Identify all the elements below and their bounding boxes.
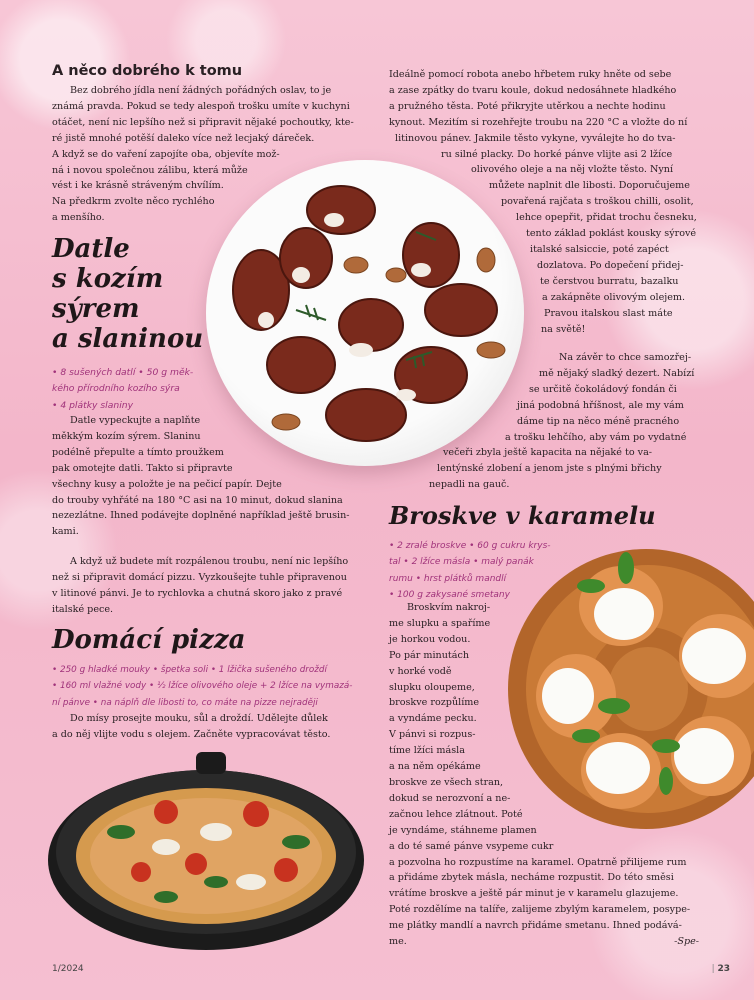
pizza-intro-line: A když už budete mít rozpálenou troubu, není nic lepšího xyxy=(70,556,349,567)
page-divider: | xyxy=(711,964,718,974)
ingredient-line: • 2 zralé broskve • 60 g cukru krys- xyxy=(389,541,551,551)
intro-line: a menšího. xyxy=(52,212,105,224)
intro-heading: A něco dobrého k tomu xyxy=(52,63,243,79)
method-line: a přidáme zbytek másla, necháme rozpustit. Do této směsi xyxy=(389,872,674,884)
method-line: dokud se nerozvoní a ne- xyxy=(389,792,511,804)
intro-line: ré jistě mnohé potěší daleko více než lecjaký dáreček. xyxy=(52,132,315,144)
recipe-peaches-title: Broskve v karamelu xyxy=(389,501,656,530)
dessert-line: Na závěr to chce samozřej- xyxy=(559,352,692,363)
issue-number: 1/2024 xyxy=(52,964,84,974)
dessert-line: nepadli na gauč. xyxy=(429,479,510,491)
method-line: tento základ poklást kousky sýrové xyxy=(526,228,697,240)
intro-line: otáčet, není nic lepšího než si připravit nějaké pochoutky, kte- xyxy=(52,116,354,128)
method-line: olivového oleje a na něj vložte těsto. Nyní xyxy=(471,164,674,176)
method-line: všechny kusy a položte je na pečicí papír. Dejte xyxy=(52,478,282,490)
method-line: Datle vypeckujte a naplňte xyxy=(70,415,201,426)
intro-line: Na předkrm zvolte něco rychlého xyxy=(52,196,215,208)
method-line: začnou lehce zlátnout. Poté xyxy=(389,808,523,820)
method-line: vrátíme broskve a ještě pár minut je v karamelu glazujeme. xyxy=(389,888,679,900)
method-line: nezezlátne. Ihned podávejte doplněné například ještě brusin- xyxy=(52,510,350,522)
method-line: měkkým kozím sýrem. Slaninu xyxy=(52,430,201,442)
recipe-pizza-method xyxy=(52,711,372,743)
ingredient-line: • 8 sušených datlí • 50 g měk- xyxy=(52,367,194,378)
ingredient-line: rumu • hrst plátků mandlí xyxy=(389,573,507,584)
method-line: ru silné placky. Do horké pánve vlijte asi 2 lžíce xyxy=(441,148,673,160)
method-line: Poté rozdělíme na talíře, zalijeme zbylým karamelem, posypе- xyxy=(389,904,691,916)
method-line xyxy=(389,934,709,950)
method-line: Ideálně pomocí robota anebo hřbetem ruky hněte od sebe xyxy=(389,69,672,80)
method-line: je vyndáme, stáhneme plamen xyxy=(389,824,537,836)
method-line: me slupku a spaříme xyxy=(389,617,491,629)
dessert-intro xyxy=(389,350,719,493)
pizza-intro xyxy=(52,554,372,618)
dessert-line: večeři zbyla ještě kapacita na nějaké to va- xyxy=(443,447,653,459)
method-line: podélně přepulte a tímto proužkem xyxy=(52,446,224,458)
dessert-line: se určitě čokoládový fondán či xyxy=(529,383,677,395)
method-line: dozlatova. Po dopečení přidej- xyxy=(537,259,684,271)
method-line: v horké vodě xyxy=(389,665,452,677)
recipe-dates-title xyxy=(52,234,252,354)
method-line: broskve rozpůlíme xyxy=(389,697,480,709)
intro-line: Bez dobrého jídla není žádných pořádných oslav, to je xyxy=(70,85,332,96)
method-line: te čerstvou burratu, bazalku xyxy=(540,275,679,287)
intro-line: A když se do vaření zapojíte oba, objevíte mož- xyxy=(52,148,280,160)
recipe-peaches-method xyxy=(389,600,709,950)
ingredient-line: ní pánve • na náplň dle libosti to, co máte na pizze nejraději xyxy=(52,697,318,708)
method-line: broskve ze všech stran, xyxy=(389,776,504,788)
method-line: a do té samé pánve vsypeme cukr xyxy=(389,840,554,852)
recipe-dates-ingredients xyxy=(52,365,252,414)
title-line: a slaninou xyxy=(52,324,204,354)
method-line: povařená rajčata s troškou chilli, osolit, xyxy=(501,196,694,208)
method-line: Pravou italskou slast máte xyxy=(544,307,673,319)
title-line: Datle xyxy=(52,234,130,264)
method-line: můžete naplnit dle libosti. Doporučujeme xyxy=(489,180,690,192)
method-line: Do mísy prosejte mouku, sůl a droždí. Udělejte důlek xyxy=(70,713,328,724)
title-line: sýrem xyxy=(52,294,140,324)
ingredient-line: tal • 2 lžíce másla • malý panák xyxy=(389,557,534,568)
pizza-method-continued xyxy=(389,67,719,337)
method-line: na světě! xyxy=(541,323,586,335)
recipe-dates-method xyxy=(52,413,372,540)
dessert-line: lentýnské zlobení a jenom jste s plnými břichy xyxy=(437,463,662,475)
pizza-intro-line: než si připravit domácí pizzu. Vyzkoušejte tuhle připravenou xyxy=(52,571,347,583)
intro-line: známá pravda. Pokud se tedy alespoň trošku umíte v kuchyni xyxy=(52,100,350,112)
page-number-value: 23 xyxy=(717,964,730,974)
method-line: do trouby vyhřáté na 180 °C asi na 10 minut, dokud slanina xyxy=(52,494,343,506)
ingredient-line: • 250 g hladké mouky • špetka soli • 1 lžička sušeného droždí xyxy=(52,665,327,675)
ingredient-line: • 160 ml vlažné vody • ½ lžíce olivového oleje + 2 lžíce na vymazá- xyxy=(52,681,353,692)
method-line: slupku oloupeme, xyxy=(389,681,475,693)
pizza-intro-line: v litinové pánvi. Je to rychlovka a chutná skoro jako z pravé xyxy=(52,587,343,599)
dessert-line: a trošku lehčího, aby vám po vydatné xyxy=(505,431,687,443)
method-line: me plátky mandlí a navrch přidáme smetanu. Ihned podává- xyxy=(389,920,682,932)
ingredient-line: kého přírodního kozího sýra xyxy=(52,383,180,395)
pizza-pan-image xyxy=(46,752,372,952)
method-line-last: me. xyxy=(389,936,407,948)
method-line: tíme lžíci másla xyxy=(389,745,465,757)
method-line: a pozvolna ho rozpustíme na karamel. Opatrně přilijeme rum xyxy=(389,856,687,868)
method-line: kynout. Mezitím si rozehřejte troubu na 220 °C a vložte do ní xyxy=(389,116,688,128)
intro-line: ná i novou společnou zálibu, která může xyxy=(52,164,248,176)
ingredient-line: • 4 plátky slaniny xyxy=(52,399,134,411)
pizza-intro-line: italské pece. xyxy=(52,603,114,615)
dessert-line: dáme tip na něco méně pracného xyxy=(517,415,680,427)
method-line: je horkou vodou. xyxy=(389,633,471,645)
method-line: a pružného těsta. Poté přikryjte utěrkou a nechte hodinu xyxy=(389,100,666,112)
method-line: kami. xyxy=(52,526,79,538)
author-signature: -Spe- xyxy=(674,936,699,948)
method-line: a vyndáme pecku. xyxy=(389,713,477,725)
dessert-line: mě nějaký sladký dezert. Nabízí xyxy=(539,367,695,379)
method-line: V pánvi si rozpus- xyxy=(389,729,476,741)
recipe-pizza-title: Domácí pizza xyxy=(52,625,246,655)
recipe-pizza-ingredients xyxy=(52,662,372,711)
title-line: s kozím xyxy=(52,264,164,294)
method-line: a na něm opékáme xyxy=(389,761,481,773)
method-line: pak omotejte datli. Takto si připravte xyxy=(52,462,233,474)
page-number xyxy=(712,964,730,974)
method-line: lehce opepřit, přidat trochu česneku, xyxy=(516,212,697,224)
method-line: Broskvím nakroj- xyxy=(407,602,491,613)
intro-line: vést i ke krásně stráveným chvílím. xyxy=(52,180,224,192)
ingredient-line: • 100 g zakysané smetany xyxy=(389,590,510,601)
method-line: italské salsiccie, poté zapéct xyxy=(530,243,669,255)
method-line: a zase zpátky do tvaru koule, dokud nedosáhnete hladkého xyxy=(389,84,677,96)
method-line: litinovou pánev. Jakmile těsto vykyne, vyválejte ho do tva- xyxy=(395,132,676,144)
method-line: a zakápněte olivovým olejem. xyxy=(542,291,686,303)
dessert-line: jiná podobná hříšnost, ale my vám xyxy=(517,399,684,411)
method-line: Po pár minutách xyxy=(389,649,470,661)
method-line: a do něj vlijte vodu s olejem. Začněte vypracovávat těsto. xyxy=(52,728,331,740)
